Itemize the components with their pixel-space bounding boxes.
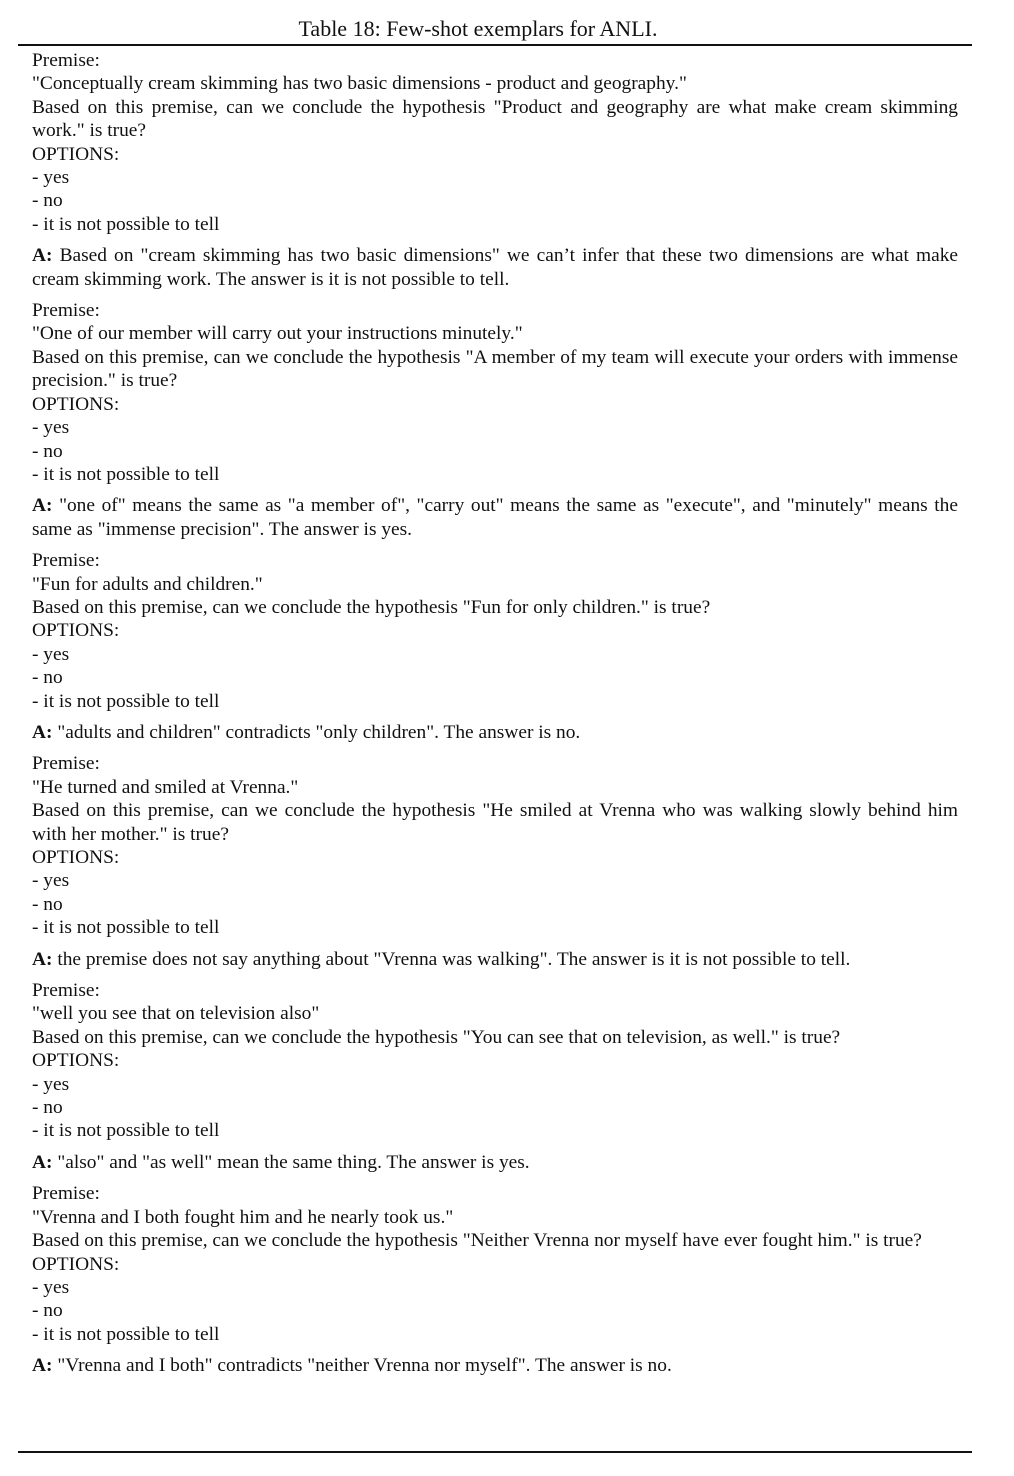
options-label: OPTIONS: — [32, 620, 120, 642]
options-label: OPTIONS: — [32, 847, 120, 868]
answer — [32, 721, 958, 744]
bottom-rule — [18, 1451, 972, 1453]
option-yes: - yes — [32, 1073, 70, 1095]
exemplar-2 — [32, 299, 963, 541]
question-text: Based on this premise, can we conclude the hypothesis "He smiled at Vrenna who was walking slowly behind him with her mother." is true? — [32, 800, 963, 845]
options-label: OPTIONS: — [32, 143, 120, 165]
premise-text: "Conceptually cream skimming has two basic dimensions - product and geography." — [32, 73, 687, 95]
answer — [32, 1151, 958, 1174]
option-not-possible: - it is not possible to tell — [32, 1120, 220, 1142]
answer-label: A: — [32, 1355, 53, 1377]
answer-text: Based on "cream skimming has two basic dimensions" we can’t infer that these two dimensions are what make cream skimming work. The answer is it is not possible to tell. — [32, 245, 958, 290]
options-label: OPTIONS: — [32, 1253, 120, 1275]
answer-label: A: — [32, 948, 53, 970]
option-not-possible: - it is not possible to tell — [32, 463, 220, 485]
option-no: - no — [32, 893, 63, 915]
answer — [32, 244, 958, 291]
option-no: - no — [32, 1097, 63, 1119]
question-text: Based on this premise, can we conclude the hypothesis "Neither Vrenna nor myself have ever fought him." is true? — [32, 1230, 922, 1252]
answer-label: A: — [32, 1151, 53, 1173]
exemplar-list — [32, 49, 963, 1378]
premise-text: "Fun for adults and children." — [32, 573, 263, 595]
exemplar-4 — [32, 752, 963, 971]
option-not-possible: - it is not possible to tell — [32, 690, 220, 712]
answer — [32, 948, 958, 971]
option-not-possible: - it is not possible to tell — [32, 917, 220, 939]
option-no: - no — [32, 667, 63, 689]
premise-label: Premise: — [32, 980, 100, 1002]
exemplar-6 — [32, 1182, 958, 1377]
premise-label: Premise: — [32, 550, 100, 572]
premise-text: "well you see that on television also" — [32, 1003, 320, 1025]
answer — [32, 1354, 958, 1377]
option-not-possible: - it is not possible to tell — [32, 213, 220, 235]
exemplar-5 — [32, 979, 958, 1174]
option-yes: - yes — [32, 1276, 70, 1298]
table-caption: Table 18: Few-shot exemplars for ANLI. — [298, 16, 658, 41]
option-yes: - yes — [32, 417, 70, 439]
premise-label: Premise: — [32, 300, 100, 322]
answer-label: A: — [32, 245, 53, 267]
option-yes: - yes — [32, 643, 70, 665]
answer-text: "Vrenna and I both" contradicts "neither Vrenna nor myself". The answer is no. — [57, 1355, 672, 1377]
top-rule — [18, 44, 972, 46]
premise-label: Premise: — [32, 753, 100, 775]
option-no: - no — [32, 440, 63, 462]
exemplar-3 — [32, 549, 958, 744]
question-text: Based on this premise, can we conclude the hypothesis "Product and geography are what make cream skimming work." is true? — [32, 96, 963, 142]
answer-text: "also" and "as well" mean the same thing. The answer is yes. — [57, 1151, 530, 1173]
answer-label: A: — [32, 721, 53, 743]
question-text: Based on this premise, can we conclude the hypothesis "A member of my team will execute your orders with immense precision." is true? — [32, 346, 963, 392]
premise-text: "Vrenna and I both fought him and he nearly took us." — [32, 1206, 454, 1228]
options-label: OPTIONS: — [32, 393, 120, 415]
answer-text: the premise does not say anything about "Vrenna was walking". The answer is it is not possible to tell. — [57, 948, 851, 970]
premise-text: "One of our member will carry out your instructions minutely." — [32, 323, 523, 345]
premise-label: Premise: — [32, 1183, 100, 1205]
option-yes: - yes — [32, 167, 70, 189]
option-yes: - yes — [32, 870, 70, 892]
question-text: Based on this premise, can we conclude the hypothesis "Fun for only children." is true? — [32, 596, 711, 618]
answer-text: "adults and children" contradicts "only children". The answer is no. — [57, 721, 581, 743]
option-not-possible: - it is not possible to tell — [32, 1323, 220, 1345]
question-text: Based on this premise, can we conclude the hypothesis "You can see that on television, as well." is true? — [32, 1026, 841, 1048]
premise-text: "He turned and smiled at Vrenna." — [32, 776, 299, 798]
answer-label: A: — [32, 495, 53, 517]
option-no: - no — [32, 1300, 63, 1322]
option-no: - no — [32, 190, 63, 212]
answer — [32, 494, 958, 541]
answer-text: "one of" means the same as "a member of", "carry out" means the same as "execute", and "minutely" means the same as "immense precision". The answer is yes. — [32, 495, 958, 540]
options-label: OPTIONS: — [32, 1050, 120, 1072]
exemplar-1 — [32, 49, 963, 291]
premise-label: Premise: — [32, 50, 100, 71]
